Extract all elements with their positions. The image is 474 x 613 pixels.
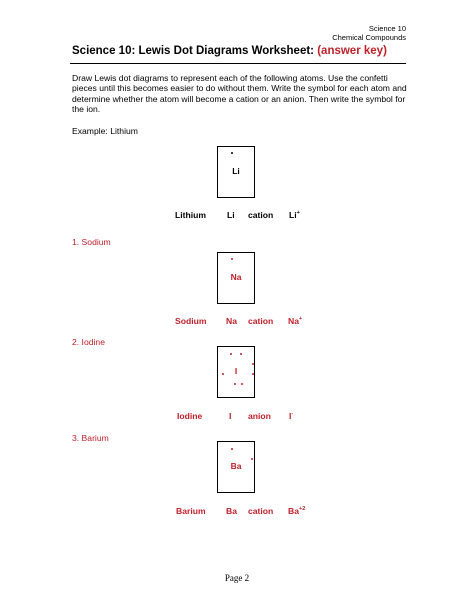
valence-dot [231, 448, 233, 450]
valence-dot [230, 353, 232, 355]
answer-symbol: Li [227, 210, 235, 220]
valence-dot [241, 383, 243, 385]
answer-name: Lithium [175, 210, 207, 220]
section-label-barium: 3. Barium [72, 433, 109, 443]
page-title [72, 45, 387, 57]
ion-base: Li [289, 210, 297, 220]
valence-dot [231, 258, 233, 260]
answer-name: Barium [176, 506, 206, 516]
valence-dot [240, 353, 242, 355]
element-symbol: I [234, 366, 238, 376]
element-symbol: Li [232, 166, 240, 176]
answer-ion-type: cation [248, 210, 274, 220]
ion-base: I [289, 411, 292, 421]
header-unit: Chemical Compounds [332, 33, 406, 42]
lewis-box-iodine [217, 346, 255, 398]
valence-dot [252, 363, 254, 365]
answer-ion [288, 316, 302, 326]
element-symbol: Na [230, 272, 242, 282]
answer-ion [289, 210, 300, 220]
instructions: Draw Lewis dot diagrams to represent each of the following atoms. Use the confetti pieces until this becomes easier to do without them. Write the symbol for each atom and determine whether the atom will become a cation or an anion. Then write the symbol for the ion. [72, 73, 407, 115]
answer-symbol: Ba [226, 506, 237, 516]
section-label-iodine: 2. Iodine [72, 337, 105, 347]
lewis-box-sodium [217, 252, 255, 304]
valence-dot [251, 458, 253, 460]
answer-symbol: I [229, 411, 232, 421]
answer-ion-type: anion [248, 411, 271, 421]
ion-base: Na [288, 316, 299, 326]
answer-ion [289, 411, 293, 421]
lewis-box-lithium [217, 146, 255, 198]
title-rule [70, 63, 406, 64]
lewis-box-barium [217, 441, 255, 493]
answer-name: Iodine [177, 411, 203, 421]
answer-ion-type: cation [248, 506, 274, 516]
answer-name: Sodium [175, 316, 207, 326]
header-course: Science 10 [368, 24, 406, 33]
ion-base: Ba [288, 506, 299, 516]
ion-charge: - [291, 411, 294, 417]
ion-charge: +2 [299, 506, 306, 512]
answer-ion-type: cation [248, 316, 274, 326]
element-symbol: Ba [230, 461, 242, 471]
ion-charge: + [296, 210, 300, 216]
ion-charge: + [299, 316, 303, 322]
answer-symbol: Na [226, 316, 237, 326]
valence-dot [234, 383, 236, 385]
section-label-sodium: 1. Sodium [72, 237, 111, 247]
title-main: Science 10: Lewis Dot Diagrams Worksheet: [72, 45, 318, 57]
title-answer-key: (answer key) [317, 45, 387, 57]
answer-ion [288, 506, 305, 516]
valence-dot [231, 152, 233, 154]
example-label: Example: Lithium [72, 126, 138, 136]
page-number: Page 2 [224, 573, 250, 583]
